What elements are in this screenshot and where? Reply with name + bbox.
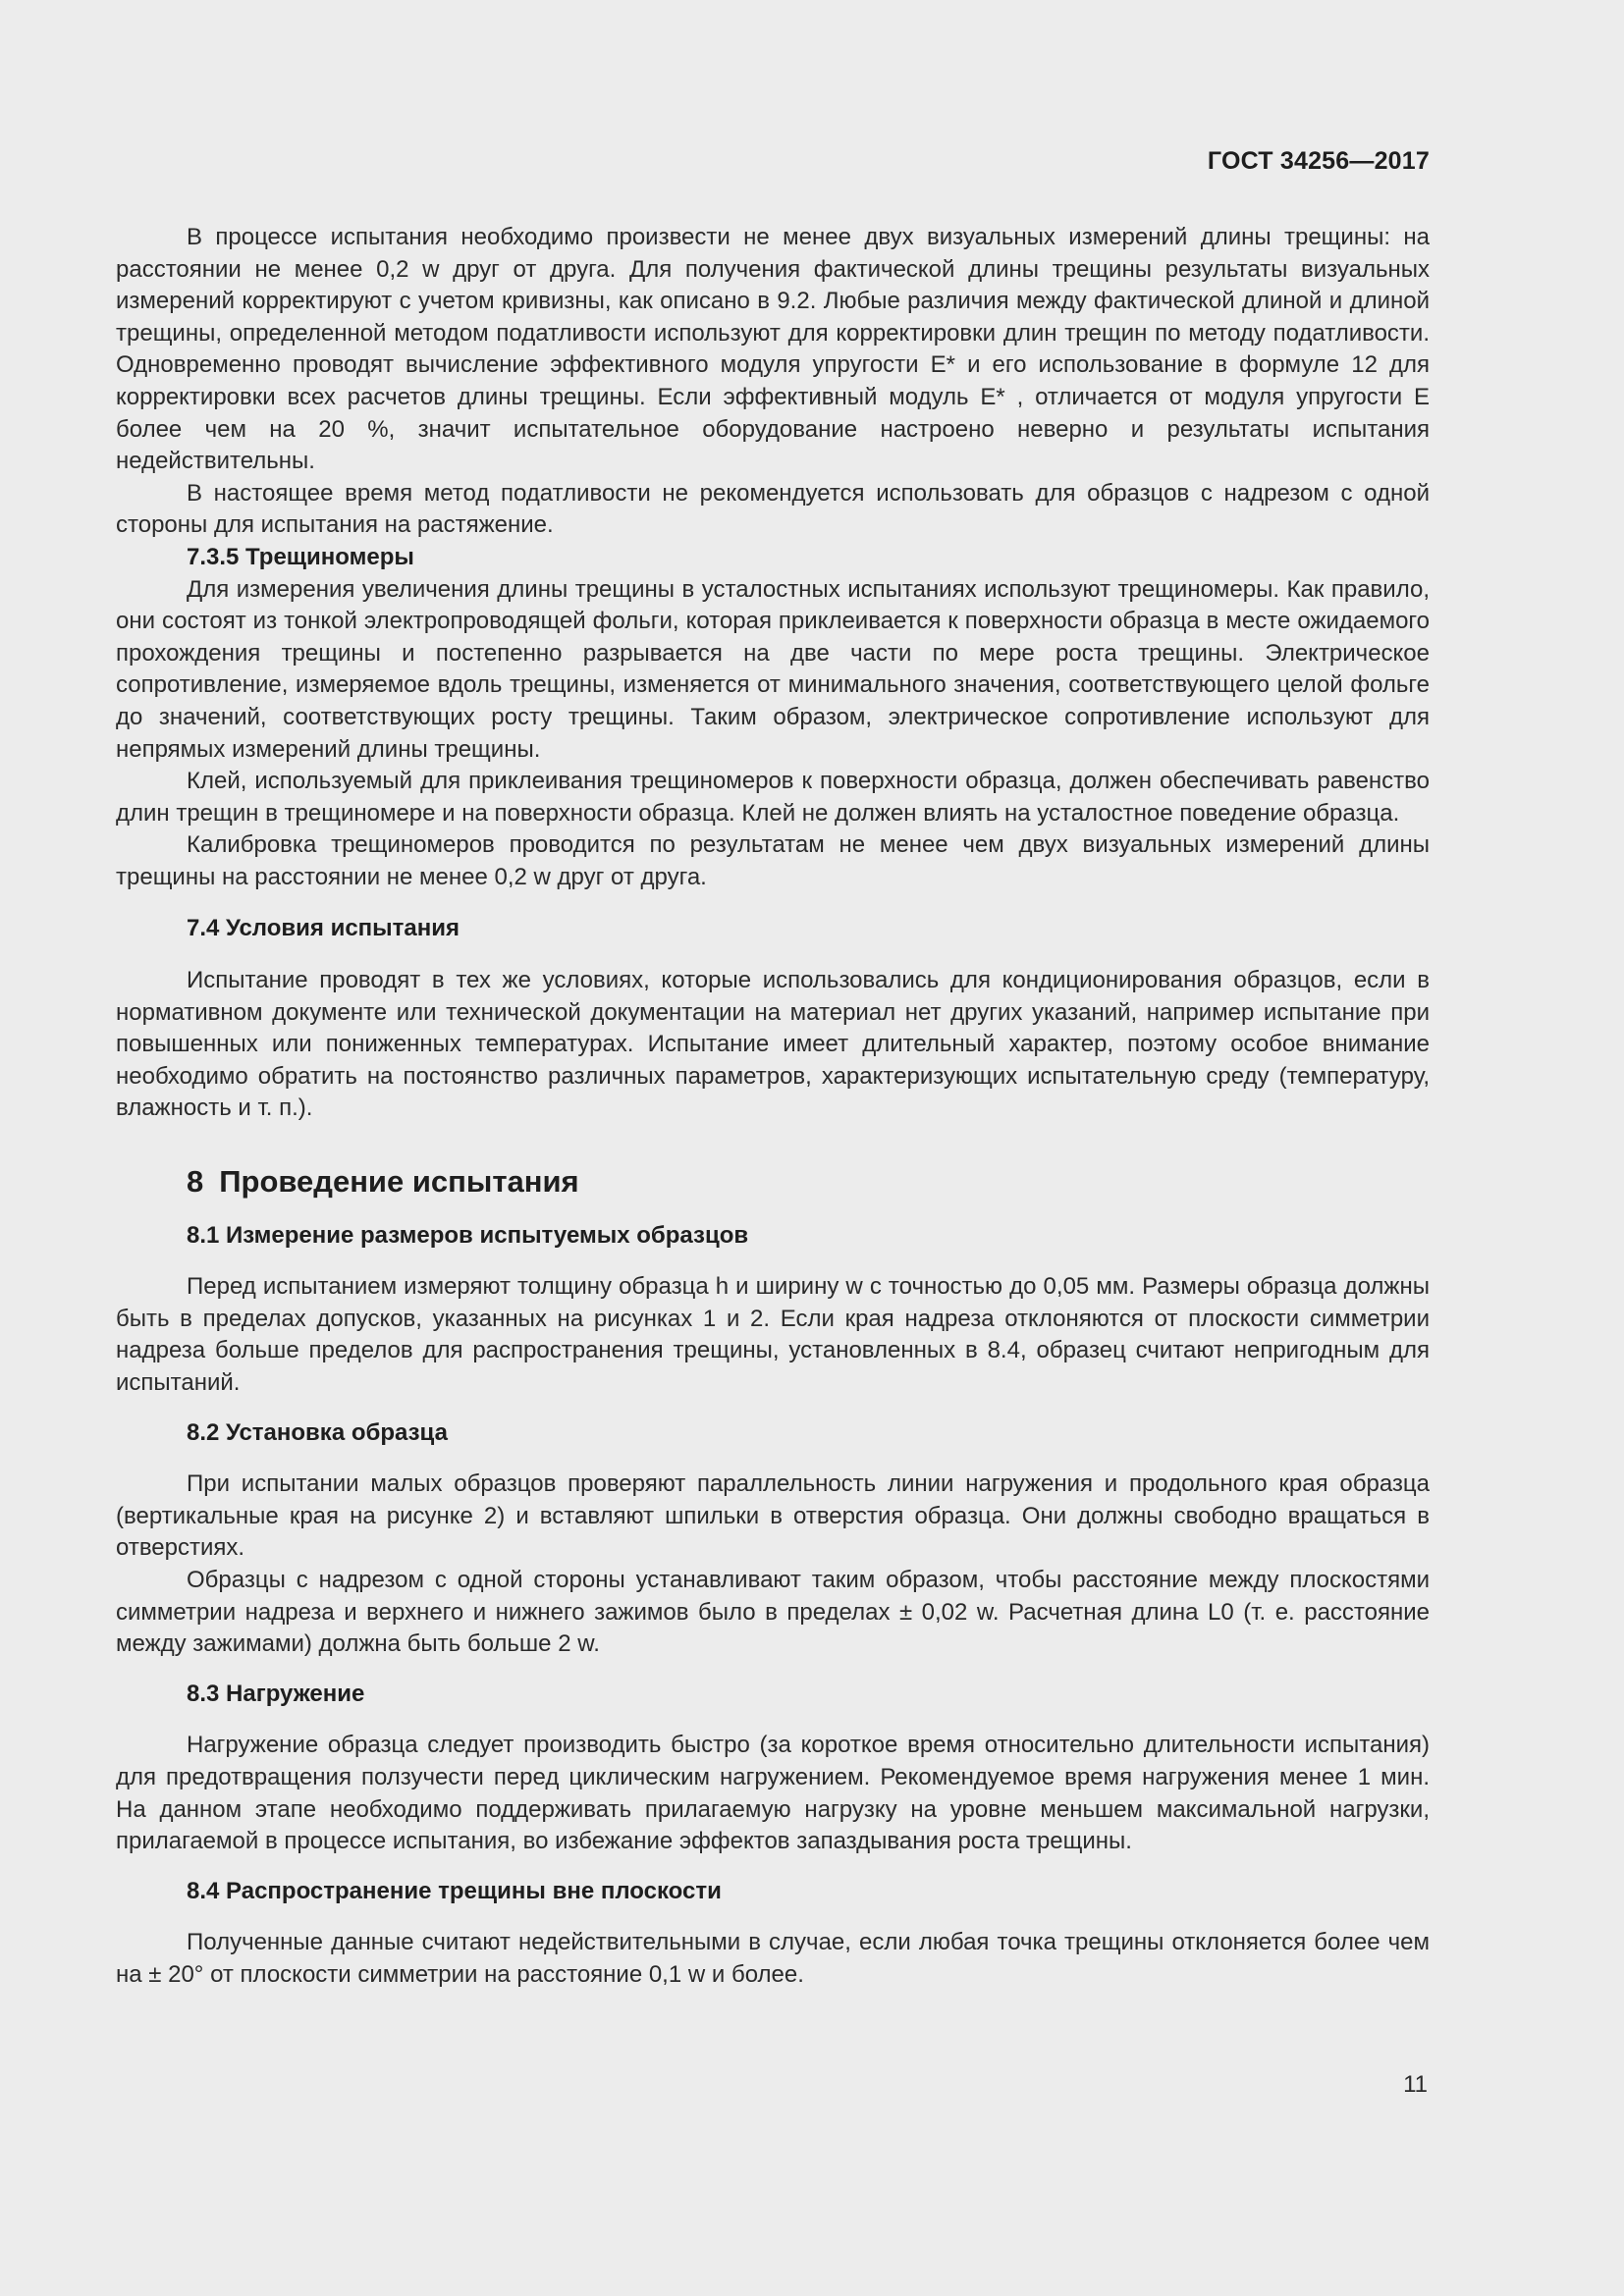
chapter-number: 8	[187, 1164, 204, 1200]
section-heading-8-2: 8.2 Установка образца	[187, 1418, 448, 1446]
section-heading-8-4: 8.4 Распространение трещины вне плоскости	[187, 1877, 722, 1904]
paragraph: Нагружение образца следует производить быстро (за короткое время относительно длительности испытания) для предотвращения ползучести перед циклическим нагружением. Рекомендуемое время нагружения менее 1 мин. На данном этапе необходимо поддерживать прилагаемую нагрузку на уровне меньшем максимальной нагрузки, прилагаемой в процессе испытания, во избежание эффектов запаздывания роста трещины.	[116, 1732, 1430, 1855]
paragraph: Полученные данные считают недействительными в случае, если любая точка трещины отклоняется более чем на ± 20° от плоскости симметрии на расстояние 0,1 w и более.	[116, 1929, 1430, 1988]
chapter-title: Проведение испытания	[219, 1164, 579, 1200]
section-heading-8-1: 8.1 Измерение размеров испытуемых образцов	[187, 1221, 749, 1249]
page-number: 11	[1403, 2071, 1428, 2098]
chapter-heading-8	[116, 1166, 1430, 1199]
paragraph: Перед испытанием измеряют толщину образца h и ширину w с точностью до 0,05 мм. Размеры образца должны быть в пределах допусков, указанных на рисунках 1 и 2. Если края надреза отклоняются от плоскости симметрии надреза больше пределов для распространения трещины, установленных в 8.4, образец считают непригодным для испытаний.	[116, 1273, 1430, 1396]
section-heading-7-4: 7.4 Условия испытания	[187, 915, 460, 942]
paragraph: При испытании малых образцов проверяют параллельность линии нагружения и продольного края образца (вертикальные края на рисунке 2) и вставляют шпильки в отверстия образца. Они должны свободно вращаться в отверстиях.	[116, 1470, 1430, 1562]
paragraph: Испытание проводят в тех же условиях, которые использовались для кондиционирования образцов, если в нормативном документе или технической документации на материал нет других указаний, например испытание при повышенных или пониженных температурах. Испытание имеет длительный характер, поэтому особое внимание необходимо обратить на постоянство различных параметров, характеризующих испытательную среду (температуру, влажность и т. п.).	[116, 967, 1430, 1122]
paragraph: Для измерения увеличения длины трещины в усталостных испытаниях используют трещиномеры. Как правило, они состоят из тонкой электропроводящей фольги, которая приклеивается к поверхности образца в месте ожидаемого прохождения трещины и постепенно разрывается на две части по мере роста трещины. Электрическое сопротивление, измеряемое вдоль трещины, изменяется от минимального значения, соответствующего целой фольге до значений, соответствующих росту трещины. Таким образом, электрическое сопротивление используют для непрямых измерений длины трещины.	[116, 575, 1430, 763]
document-body	[116, 222, 1430, 1992]
section-heading-8-3: 8.3 Нагружение	[187, 1680, 365, 1707]
paragraph: Клей, используемый для приклеивания трещиномеров к поверхности образца, должен обеспечивать равенство длин трещин в трещиномере и на поверхности образца. Клей не должен влиять на усталостное поведение образца.	[116, 768, 1430, 827]
paragraph: В настоящее время метод податливости не рекомендуется использовать для образцов с надрезом с одной стороны для испытания на растяжение.	[116, 479, 1430, 539]
paragraph: В процессе испытания необходимо произвести не менее двух визуальных измерений длины трещины: на расстоянии не менее 0,2 w друг от друга. Для получения фактической длины трещины результаты визуальных измерений корректируют с учетом кривизны, как описано в 9.2. Любые различия между фактической длиной и длиной трещины, определенной методом податливости используют для корректировки длин трещин по методу податливости. Одновременно проводят вычисление эффективного модуля упругости E* и его использование в формуле 12 для корректировки всех расчетов длины трещины. Если эффективный модуль E* , отличается от модуля упругости E более чем на 20 %, значит испытательное оборудование настроено неверно и результаты испытания недействительны.	[116, 224, 1430, 475]
document-header: ГОСТ 34256—2017	[1207, 147, 1430, 175]
section-heading-7-3-5: 7.3.5 Трещиномеры	[187, 543, 414, 570]
paragraph: Образцы с надрезом с одной стороны устанавливают таким образом, чтобы расстояние между плоскостями симметрии надреза и верхнего и нижнего зажимов было в пределах ± 0,02 w. Расчетная длина L0 (т. е. расстояние между зажимами) должна быть больше 2 w.	[116, 1566, 1430, 1658]
paragraph: Калибровка трещиномеров проводится по результатам не менее чем двух визуальных измерений длины трещины на расстоянии не менее 0,2 w друг от друга.	[116, 831, 1430, 890]
